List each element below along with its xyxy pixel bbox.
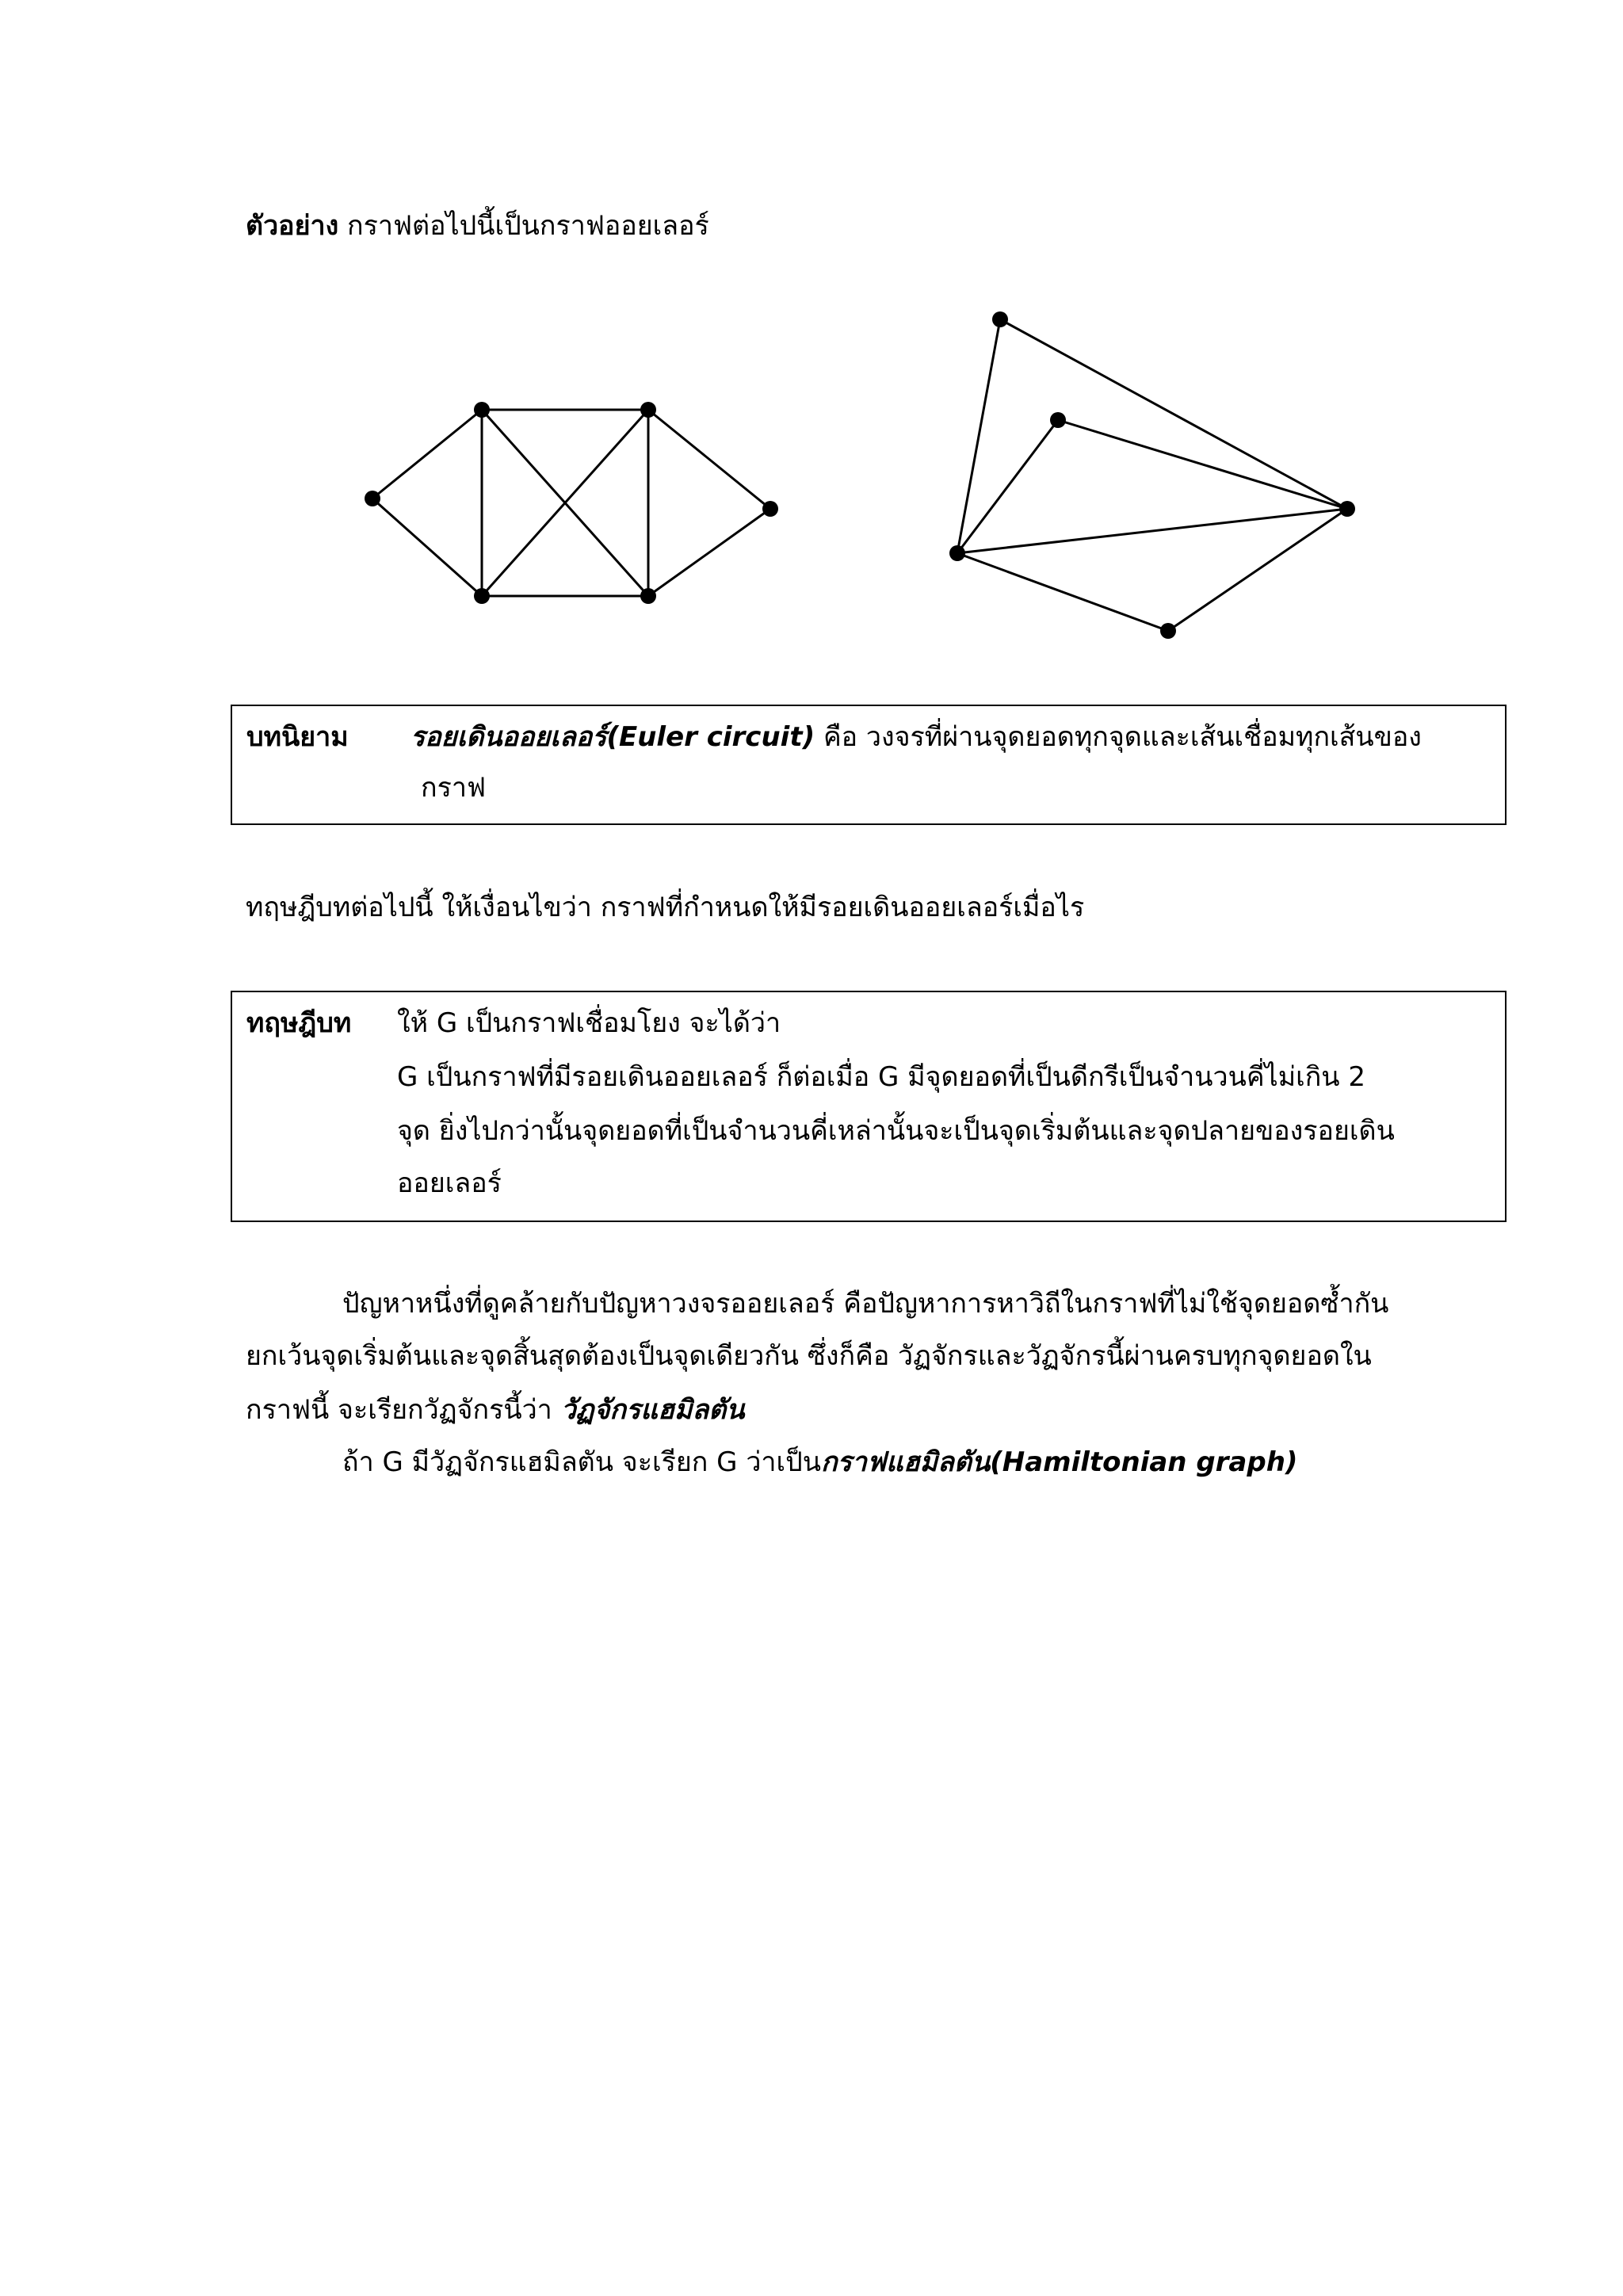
hexagon-graph-edge xyxy=(648,410,770,509)
definition-line2: กราฟ xyxy=(421,772,487,804)
graph-figures xyxy=(0,0,1623,713)
definition-label: บทนิยาม xyxy=(246,721,349,753)
kite-graph-edge xyxy=(957,319,1000,553)
paragraph-line2: ยกเว้นจุดเริ่มต้นและจุดสิ้นสุดต้องเป็นจุดเดียวกัน ซึ่งก็คือ วัฏจักรและวัฏจักรนี้ผ่านครบทุกจุดยอดใน xyxy=(246,1340,1372,1372)
hexagon-graph-edge xyxy=(648,509,770,596)
paragraph-line4 xyxy=(342,1435,1297,1490)
paragraph-line1: ปัญหาหนึ่งที่ดูคล้ายกับปัญหาวงจรออยเลอร์ คือปัญหาการหาวิถีในกราฟที่ไม่ใช้จุดยอดซ้ำกัน xyxy=(342,1288,1389,1320)
paragraph-line3 xyxy=(246,1382,745,1438)
theorem-intro: ทฤษฎีบทต่อไปนี้ ให้เงื่อนไขว่า กราฟที่กำหนดให้มีรอยเดินออยเลอร์เมื่อไร xyxy=(246,892,1085,923)
hexagon-graph-vertex xyxy=(474,588,490,604)
kite-graph-vertex xyxy=(1339,501,1355,517)
kite-graph-edge xyxy=(1058,420,1347,509)
theorem-line2: G เป็นกราฟที่มีรอยเดินออยเลอร์ ก็ต่อเมื่อ G มีจุดยอดที่เป็นดีกรีเป็นจำนวนคี่ไม่เกิน 2 xyxy=(397,1061,1365,1093)
kite-graph-vertex xyxy=(1160,623,1176,639)
hexagon-graph-edge xyxy=(372,499,482,596)
hexagon-graph-vertex xyxy=(640,588,656,604)
theorem-line4: ออยเลอร์ xyxy=(397,1167,502,1199)
theorem-box xyxy=(231,991,1507,1222)
kite-graph-vertex xyxy=(992,311,1008,327)
theorem-label: ทฤษฎีบท xyxy=(246,1007,352,1039)
hexagon-graph-vertex xyxy=(762,501,778,517)
kite-graph-edge xyxy=(957,509,1347,553)
kite-graph-edge xyxy=(1000,319,1347,509)
kite-graph-vertex xyxy=(1050,412,1066,428)
hexagon-graph-vertex xyxy=(365,491,380,506)
hamiltonian-cycle-term: วัฏจักรแฮมิลตัน xyxy=(560,1394,745,1426)
paragraph-line3-text: กราฟนี้ จะเรียกวัฏจักรนี้ว่า xyxy=(246,1394,552,1426)
theorem-line3: จุด ยิ่งไปกว่านั้นจุดยอดที่เป็นจำนวนคี่เหล่านั้นจะเป็นจุดเริ่มต้นและจุดปลายของรอยเดิน xyxy=(397,1115,1395,1147)
hexagon-graph-vertex xyxy=(474,402,490,418)
kite-graph-edge xyxy=(957,553,1168,631)
example-label: ตัวอย่าง xyxy=(246,210,339,242)
kite-graph-edge xyxy=(957,420,1058,553)
definition-box xyxy=(231,705,1507,825)
hamiltonian-graph-term: กราฟแฮมิลตัน(Hamiltonian graph) xyxy=(820,1446,1298,1478)
example-text: กราฟต่อไปนี้เป็นกราฟออยเลอร์ xyxy=(347,210,709,242)
kite-graph xyxy=(949,311,1355,639)
kite-graph-vertex xyxy=(949,545,965,561)
definition-term: รอยเดินออยเลอร์(Euler circuit) xyxy=(411,721,815,753)
definition-line1: คือ วงจรที่ผ่านจุดยอดทุกจุดและเส้นเชื่อมทุกเส้นของ xyxy=(823,721,1422,753)
hexagon-graph xyxy=(365,402,778,604)
theorem-line1: ให้ G เป็นกราฟเชื่อมโยง จะได้ว่า xyxy=(397,1007,781,1039)
paragraph-line4-text: ถ้า G มีวัฏจักรแฮมิลตัน จะเรียก G ว่าเป็น xyxy=(342,1446,821,1478)
hexagon-graph-edge xyxy=(372,410,482,499)
hexagon-graph-vertex xyxy=(640,402,656,418)
